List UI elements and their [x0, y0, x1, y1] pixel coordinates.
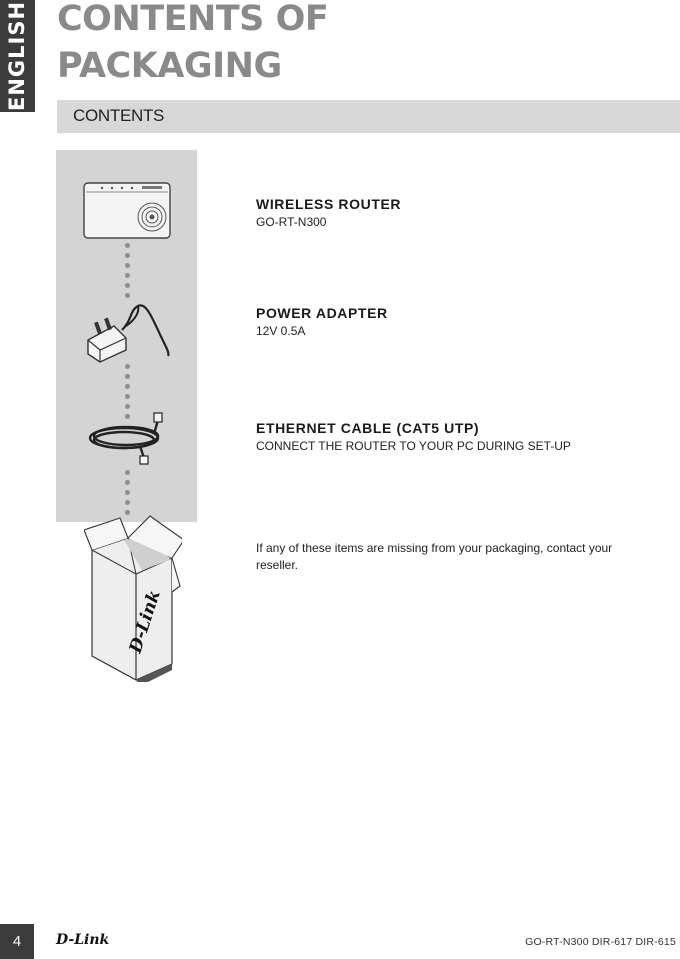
missing-items-note: If any of these items are missing from your packaging, contact your reseller. — [256, 541, 613, 572]
section-header-bar — [57, 100, 680, 133]
packaging-box-icon — [84, 514, 182, 682]
section-header-label: CONTENTS — [73, 106, 165, 125]
footer-logo: D-Link — [56, 932, 110, 948]
ethernet-cable-icon — [84, 410, 176, 465]
language-tab-label: ENGLISH — [5, 0, 29, 112]
router-icon — [82, 180, 174, 242]
power-adapter-icon — [82, 300, 174, 365]
page-title-line-2: PACKAGING — [57, 46, 282, 86]
connector-dots-1 — [125, 243, 130, 303]
item-title-ethernet-cable: ETHERNET CABLE (CAT5 UTP) — [256, 420, 480, 436]
page-title-line-1: CONTENTS OF — [57, 0, 329, 39]
language-tab — [0, 0, 35, 112]
item-title-power-adapter: POWER ADAPTER — [256, 305, 388, 321]
item-title-router: WIRELESS ROUTER — [256, 196, 402, 212]
item-subtitle-router: GO-RT-N300 — [256, 215, 327, 229]
item-subtitle-power-adapter: 12V 0.5A — [256, 324, 306, 338]
connector-dots-3 — [125, 470, 130, 520]
page-number: 4 — [0, 924, 34, 959]
footer-model-list: GO-RT-N300 DIR-617 DIR-615 — [525, 936, 676, 948]
page-title — [57, 0, 328, 90]
item-subtitle-ethernet-cable: CONNECT THE ROUTER TO YOUR PC DURING SET-UP — [256, 439, 571, 453]
box-brand-label: D-Link — [125, 587, 165, 656]
